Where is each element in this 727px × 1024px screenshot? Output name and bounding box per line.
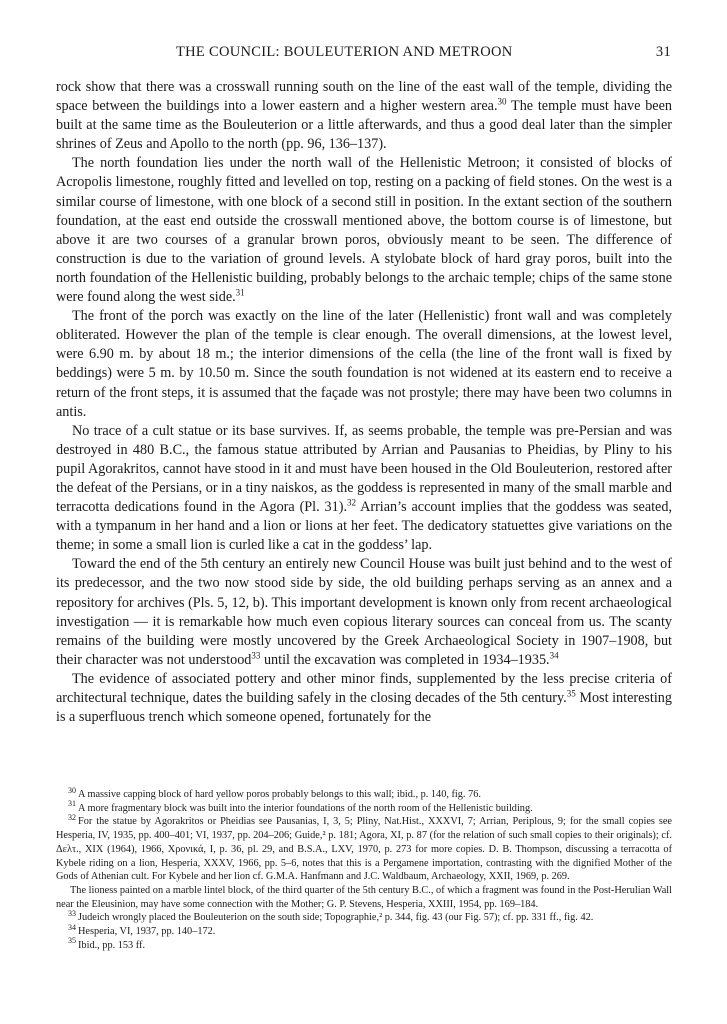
footnotes xyxy=(56,785,672,952)
footnote xyxy=(56,799,672,816)
footnote-text: A massive capping block of hard yellow poros probably belongs to this wall; ibid., p. 140, fig. 76. xyxy=(78,789,481,800)
paragraph-text: Toward the end of the 5th century an entirely new Council House was built just behind and to the west of its predecessor, and the two now stood side by side, the old building perhaps serving as an annex and a repository for archives (Pls. 5, 12, b). This important development is known only from recent archaeological investigation — it is remarkable how much even copious literary sources can conceal from us. The scanty remains of the building were mostly uncovered by the Greek Archaeological Society in 1907–1908, but their character was not understood xyxy=(56,556,672,668)
paragraph-text: The front of the porch was exactly on the line of the later (Hellenistic) front wall and was completely obliterated. However the plan of the temple is clear enough. The overall dimensions, at the lowest level, were 6.90 m. by about 18 m.; the interior dimensions of the cella (the line of the front wall is fixed by beddings) were 5 m. by 10.50 m. Since the south foundation is not widened at its eastern end to receive a return of the front steps, it is assumed that the façade was not prostyle; there may have been two columns in antis. xyxy=(56,308,672,420)
footnote-text: Ibid., pp. 153 ff. xyxy=(78,939,146,951)
footnote-text: Judeich wrongly placed the Bouleuterion on the south side; Topographie,² p. 344, fig. 43 (our Fig. 57); cf. pp. 331 ff., fig. 42. xyxy=(78,912,594,924)
body-text xyxy=(56,78,672,727)
footnote-ref: 35 xyxy=(566,688,576,699)
footnote-text: A more fragmentary block was built into the interior foundations of the north room of the Hellenistic building. xyxy=(78,802,533,814)
footnote xyxy=(56,936,672,953)
footnote-number: 32 xyxy=(68,812,76,822)
paragraph xyxy=(56,422,672,556)
footnote-ref: 32 xyxy=(347,497,357,508)
paragraph-text: No trace of a cult statue or its base survives. If, as seems probable, the temple was pre-Persian and was destroyed in 480 B.C., the famous statue attributed by Arrian and Pausanias to Pheidias, by Pliny to his pupil Agorakritos, cannot have stood in it and must have been housed in the Old Bouleuterion, restored after the defeat of the Persians, or in a tiny naiskos, as the goddess is represented in many of the small marble and terracotta dedications found in the Agora (Pl. 31). xyxy=(56,422,672,516)
footnote-ref: 31 xyxy=(235,287,245,298)
footnote xyxy=(56,785,672,802)
footnote-number: 35 xyxy=(68,936,76,946)
footnote xyxy=(56,812,672,884)
paragraph xyxy=(56,670,672,727)
footnote-ref: 30 xyxy=(497,96,507,107)
paragraph-text: rock show that there was a crosswall running south on the line of the east wall of the temple, dividing the space between the buildings into a lower eastern and a higher western area. xyxy=(56,79,672,115)
footnote xyxy=(56,922,672,939)
footnote-text: Hesperia, VI, 1937, pp. 140–172. xyxy=(78,926,216,938)
paragraph-text: until the excavation was completed in 1934–1935. xyxy=(260,651,550,668)
paragraph-text: Most interesting is a superfluous trench which someone opened, fortunately for the xyxy=(56,690,672,726)
paragraph-text: The temple must have been built at the same time as the Bouleuterion or a little afterwards, and thus a good deal later than the simpler shrines of Zeus and Apollo to the north (pp. 96, 136–137). xyxy=(56,98,672,153)
running-header xyxy=(56,44,671,64)
footnote xyxy=(56,908,672,925)
footnote-text: For the statue by Agorakritos or Pheidias see Pausanias, I, 3, 5; Pliny, Nat.Hist., XXXVI, 7; Arrian, Periplous, 9; for the small copies see Hesperia, IV, 1935, pp. 400–401; VI, 1937, pp. 204–206; Guide,² p. 181; Agora, XI, p. 87 (for the relation of such small copies to their originals); cf. Δελτ., XIX (1964), 1966, Χρονικά, I, p. 36, pl. 29, and B.S.A., LXV, 1970, p. 273 for more copies. D. B. Thompson, discussing a terracotta of Kybele riding on a lion, Hesperia, XXXV, 1966, pp. 5–6, notes that this is a Pergamene importation, contrasting with the dignified Mother of the Gods of Athenian cult. For Kybele and her lion cf. G.M.A. Hanfmann and J.C. Waldbaum, Archaeology, XXII, 1969, p. 269. xyxy=(56,816,672,883)
footnote-number: 33 xyxy=(68,908,76,918)
footnote-ref: 34 xyxy=(549,650,559,661)
footnote-text: The lioness painted on a marble lintel block, of the third quarter of the 5th century B.C., of which a fragment was found in the Post-Herulian Wall near the Eleusinion, may have some connection with the Mother; G. P. Stevens, Hesperia, XXIII, 1954, pp. 169–184. xyxy=(56,884,672,910)
footnote xyxy=(56,884,672,911)
footnote-ref: 33 xyxy=(251,650,261,661)
footnote-number: 30 xyxy=(68,785,76,795)
running-title: THE COUNCIL: BOULEUTERION AND METROON xyxy=(176,44,513,60)
paragraph-text: Arrian’s account implies that the goddess was seated, with a tympanum in her hand and a lion or lions at her feet. The dedicatory statuettes give variations on the theme; in some a small lion is curled like a cat in the goddess’ lap. xyxy=(56,499,672,554)
paragraph xyxy=(56,78,672,154)
paragraph xyxy=(56,555,672,670)
paragraph xyxy=(56,154,672,307)
page-number: 31 xyxy=(655,44,671,60)
footnote-number: 34 xyxy=(68,922,76,932)
paragraph-text: The north foundation lies under the north wall of the Hellenistic Metroon; it consisted of blocks of Acropolis limestone, roughly fitted and levelled on top, resting on a packing of field stones. On the west is a similar course of limestone, with one block of a second still in position. In the extant section of the southern foundation, at the east end outside the crosswall mentioned above, the bottom course is of limestone, but above it are two courses of a granular brown poros, obviously meant to be seen. The difference of construction is due to the variation of ground levels. A stylobate block of hard gray poros, built into the north foundation of the Hellenistic building, probably belongs to the archaic temple; chips of the same stone were found along the west side. xyxy=(56,155,672,306)
footnote-number: 31 xyxy=(68,799,76,809)
paragraph-text: The evidence of associated pottery and other minor finds, supplemented by the less precise criteria of architectural technique, dates the building safely in the closing decades of the 5th century. xyxy=(56,670,672,706)
paragraph xyxy=(56,307,672,422)
